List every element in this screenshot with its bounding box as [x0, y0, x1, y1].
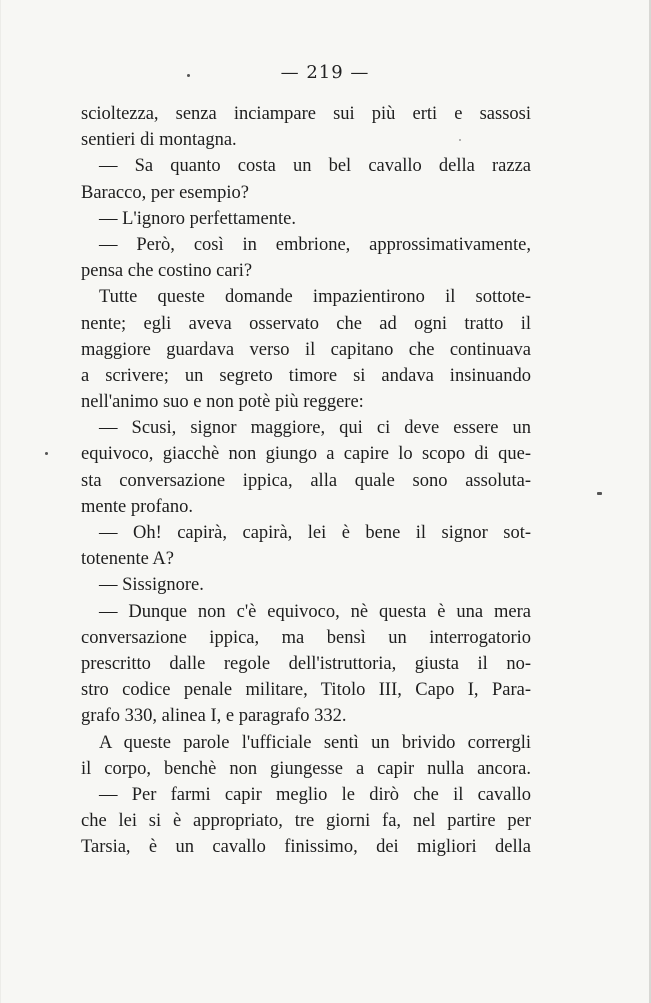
text-line: — Sa quanto costa un bel cavallo della razza — [99, 156, 531, 177]
body-text — [81, 101, 531, 860]
text-line: nell'animo suo e non potè più reggere: — [81, 392, 364, 413]
text-line: che lei si è appropriato, tre giorni fa, nel partire per — [81, 811, 531, 832]
text-line: Baracco, per esempio? — [81, 182, 249, 203]
text-line: equivoco, giacchè non giungo a capire lo scopo di que- — [81, 444, 531, 465]
text-line: A queste parole l'ufficiale sentì un brivido corrergli — [99, 732, 531, 753]
text-line: mente profano. — [81, 496, 193, 517]
text-line: — Sissignore. — [99, 575, 204, 596]
text-line: — Per farmi capir meglio le dirò che il cavallo — [99, 784, 531, 805]
text-line: maggiore guardava verso il capitano che continuava — [81, 339, 531, 360]
text-line: Tarsia, è un cavallo finissimo, dei migliori della — [81, 837, 531, 858]
text-line: — Oh! capirà, capirà, lei è bene il signor sot- — [99, 523, 531, 543]
text-line: — Però, così in embrione, approssimativamente, — [99, 234, 531, 255]
text-line: sta conversazione ippica, alla quale sono assoluta- — [81, 470, 531, 491]
text-line: conversazione ippica, ma bensì un interrogatorio — [81, 627, 531, 648]
text-line: grafo 330, alinea I, e paragrafo 332. — [81, 706, 347, 727]
page-number: — 219 — — [280, 62, 370, 83]
text-line: pensa che costino cari? — [81, 261, 253, 282]
scan-speck — [459, 139, 461, 141]
text-line: nente; egli aveva osservato che ad ogni tratto il — [81, 313, 531, 334]
text-line: — Dunque non c'è equivoco, nè questa è una mera — [99, 601, 531, 622]
text-line: prescritto dalle regole dell'istruttoria, giusta il no- — [81, 653, 531, 674]
scan-speck — [597, 492, 602, 495]
text-line: sentieri di montagna. — [81, 130, 237, 151]
text-line: scioltezza, senza inciampare sui più erti e sassosi — [81, 104, 531, 124]
scan-speck — [187, 74, 190, 77]
text-line: il corpo, benchè non giungesse a capir nulla ancora. — [81, 758, 531, 779]
text-line: totenente A? — [81, 549, 174, 570]
scan-speck — [45, 452, 48, 455]
text-line: a scrivere; un segreto timore si andava insinuando — [81, 365, 531, 386]
text-line: — Scusi, signor maggiore, qui ci deve essere un — [99, 418, 531, 439]
text-line: Tutte queste domande impazientirono il sottote- — [99, 287, 531, 308]
text-line: — L'ignoro perfettamente. — [99, 208, 296, 229]
text-line: stro codice penale militare, Titolo III, Capo I, Para- — [81, 680, 531, 701]
